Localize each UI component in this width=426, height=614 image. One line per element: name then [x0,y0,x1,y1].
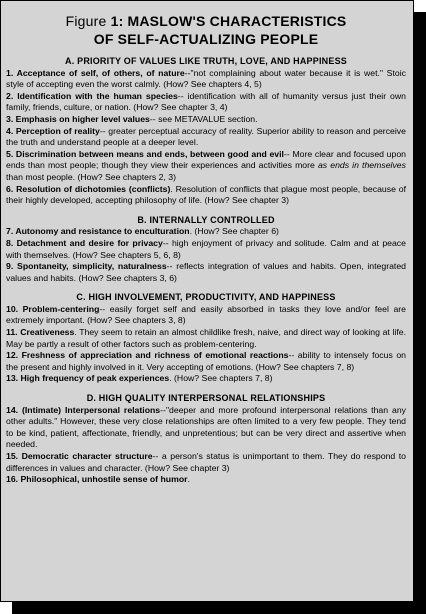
characteristic-description: . They seem to retain an almost childlike fresh, naive, and direct way of looking at life. May be partly a result of other factors such as problem-centering. [6,327,406,349]
characteristic-description: -- easily forget self and easily absorbed in tasks they love and/or feel are extremely important. (How? See chapters 3, 8) [6,303,406,326]
characteristic-description: -- reflects integration of values and habits. Open, integrated values and habits. (How? See chapters 3, 6) [6,261,407,283]
characteristic-item [6,373,406,385]
characteristic-description: -- a person's status is unimportant to them. They do respond to differences in values and character. (How? See chapter 3) [6,451,406,473]
figure-label: Figure [65,13,107,29]
characteristic-term: 2. Identification with the human species [6,90,178,101]
characteristic-emphasis: as ends in themselves [317,160,406,171]
characteristic-description: -- ability to intensely focus on the present and highly involved in it. Very accepting of emotions. (How? See chapters 7, 8) [6,350,407,372]
characteristic-item [6,261,406,284]
characteristic-term: 7. Autonomy and resistance to enculturation [6,226,190,237]
characteristic-item [6,327,406,350]
figure-title [6,12,406,48]
characteristic-term: 16. Philosophical, unhostile sense of humor [6,474,188,485]
sections-container [6,56,406,486]
figure-content [6,12,406,486]
section-heading: C. HIGH INVOLVEMENT, PRODUCTIVITY, AND HAPPINESS [76,292,336,303]
characteristic-description: --"not complaining about water because it is wet." Stoic style of accepting even the worst calmly. (How? See chapters 4, 5) [6,67,406,90]
characteristic-item [6,149,406,184]
characteristic-description: -- More clear and focused upon ends than most people; though they view their experiences and activities more [6,148,406,171]
characteristic-item [6,238,406,261]
characteristic-item [6,114,406,126]
characteristic-term: 13. High frequency of peak experiences [6,373,170,384]
characteristic-term: 4. Perception of reality [6,125,100,136]
characteristic-item [6,474,406,486]
characteristic-item [6,126,406,149]
characteristic-term: 11. Creativeness [6,327,75,338]
characteristic-term: 1. Acceptance of self, of others, of nature [6,67,185,78]
characteristic-description: -- high enjoyment of privacy and solitude. Calm and at peace with themselves. (How? See chapters 5, 6, 8) [6,237,406,260]
characteristic-item [6,350,406,373]
characteristic-description: . [187,474,190,485]
characteristic-description: . (How? See chapters 7, 8) [169,373,273,384]
section-heading: A. PRIORITY OF VALUES LIKE TRUTH, LOVE, AND HAPPINESS [65,56,347,66]
characteristic-term: 12. Freshness of appreciation and richness of emotional reactions [6,350,289,361]
characteristic-term: 9. Spontaneity, simplicity, naturalness [6,261,167,272]
characteristic-item [6,405,406,451]
figure-number: 1 [110,13,119,29]
characteristic-description: . Resolution of conflicts that plague most people, because of their highly developed, accepting philosophy of life. (How? See chapter 3) [6,183,406,206]
characteristic-item [6,68,406,91]
characteristic-description: . (How? See chapter 6) [189,226,279,237]
characteristic-description: --"deeper and more profound interpersonal relations than any other adults." However, these very close relationships are often limited to a very few people. They tend to be kind, patient, affectionate, friendly, and unpretentious; but can be very direct and assertive when needed. [6,404,407,450]
characteristic-item [6,91,406,114]
title-line-2: OF SELF-ACTUALIZING PEOPLE [93,31,319,47]
section-heading: D. HIGH QUALITY INTERPERSONAL RELATIONSHIPS [86,393,326,404]
characteristic-term: 3. Emphasis on higher level values [6,113,150,124]
characteristic-term: 15. Democratic character structure [6,451,153,461]
characteristic-term: 8. Detachment and desire for privacy [6,237,163,248]
characteristic-description-cont: than most people. (How? See chapters 2, 3) [6,171,176,182]
characteristic-term: 10. Problem-centering [6,303,100,314]
characteristic-term: 6. Resolution of dichotomies (conflicts) [6,183,171,194]
characteristic-description: -- identification with all of humanity versus just their own family, friends, culture, or nation. (How? See chapter 3, 4) [6,90,406,113]
characteristic-item [6,451,406,474]
characteristic-item [6,184,406,207]
title-line-1: : MASLOW'S CHARACTERISTICS [118,13,347,29]
section-heading: B. INTERNALLY CONTROLLED [137,214,275,225]
characteristic-description: -- see METAVALUE section. [149,113,258,124]
characteristic-term: 5. Discrimination between means and ends, between good and evil [6,148,284,159]
characteristic-term: 14. (Intimate) Interpersonal relations [6,404,161,415]
characteristic-item [6,304,406,327]
characteristic-description: -- greater perceptual accuracy of reality. Superior ability to reason and perceive the truth and understand people at a deeper level. [6,125,406,148]
characteristic-item [6,226,406,238]
